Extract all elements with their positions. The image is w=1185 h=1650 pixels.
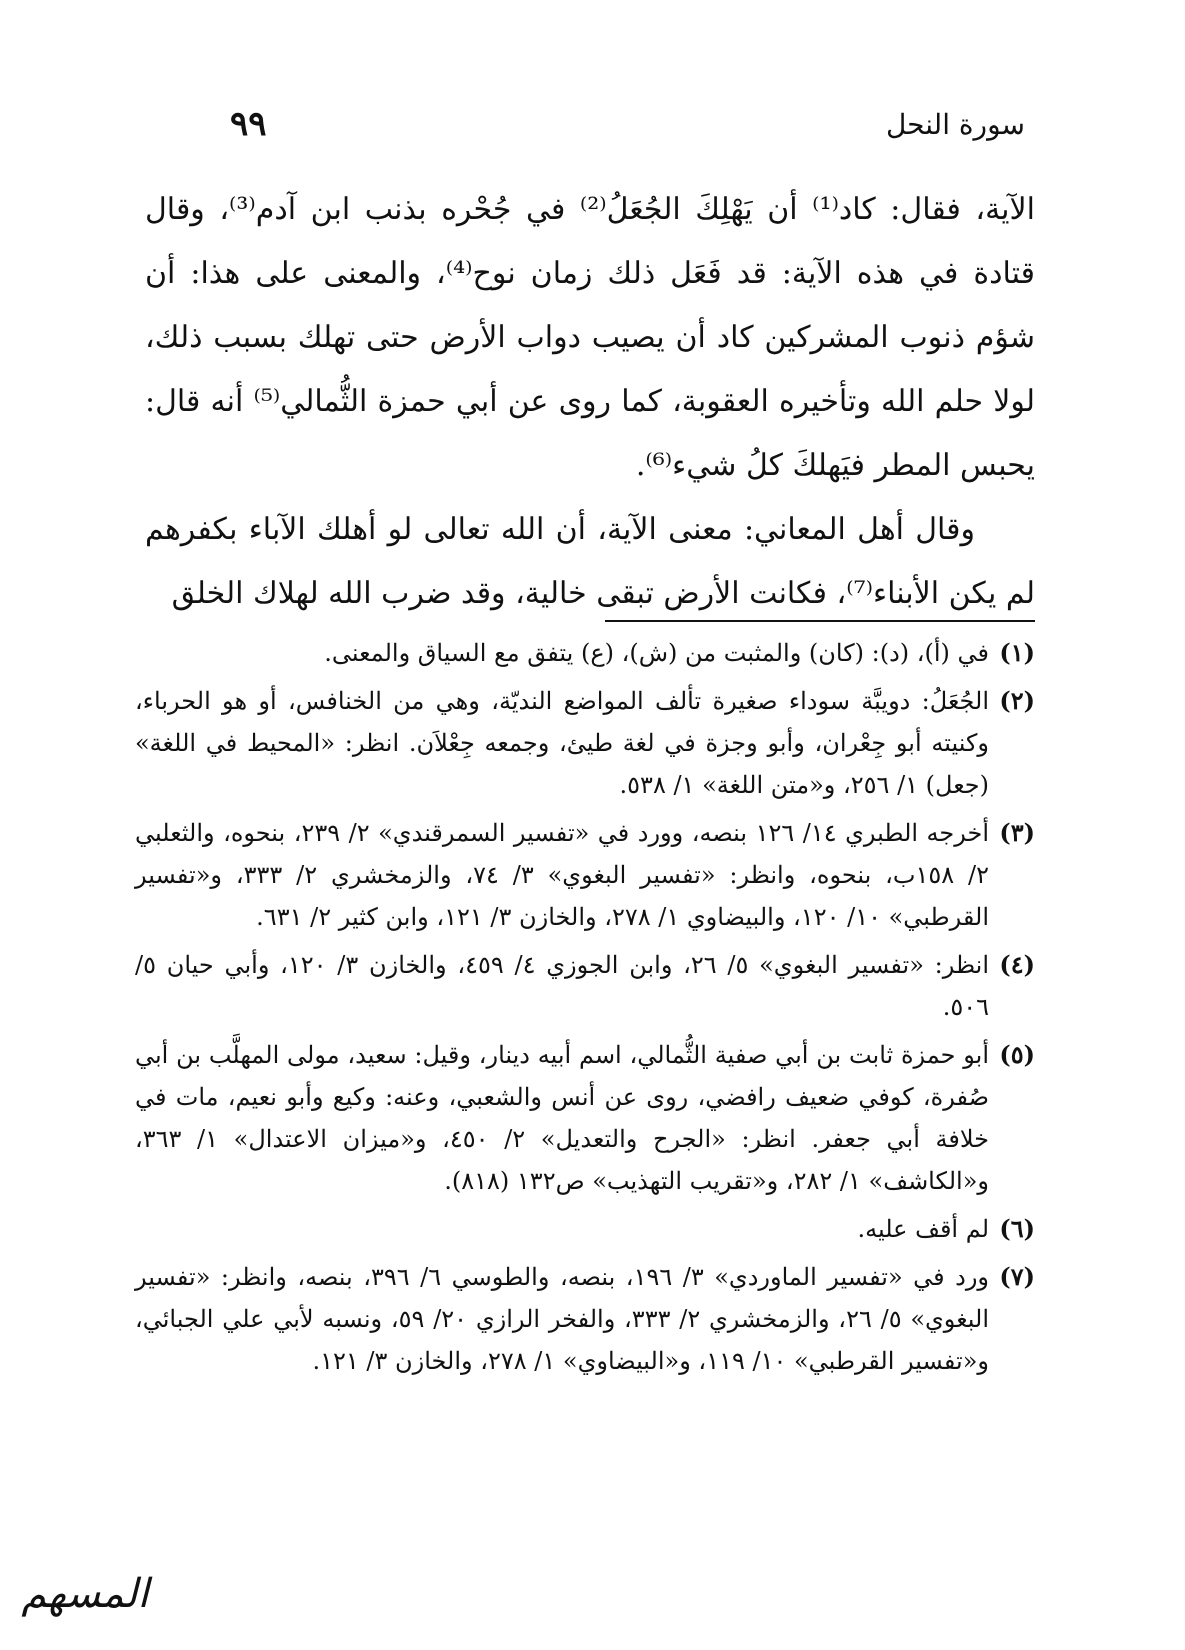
footnote	[135, 680, 1035, 806]
footnote-text: انظر: «تفسير البغوي» ٥/ ٢٦، وابن الجوزي ٤/ ٤٥٩، والخازن ٣/ ١٢٠، وأبي حيان ٥/ ٥٠٦.	[135, 951, 990, 1021]
footnote	[135, 812, 1035, 938]
footnote-number: (٥)	[999, 1040, 1035, 1069]
footnote	[135, 1208, 1035, 1250]
paragraph-2: وقال أهل المعاني: معنى الآية، أن الله تعالى لو أهلك الآباء بكفرهم لم يكن الأبناء⁽⁷⁾، فكانت الأرض تبقى خالية، وقد ضرب الله لهلاك الخلق	[145, 512, 1035, 611]
paragraph-1: الآية، فقال: كاد⁽¹⁾ أن يَهْلِكَ الجُعَلُ⁽²⁾ في جُحْره بذنب ابن آدم⁽³⁾، وقال قتادة في هذه الآية: قد فَعَل ذلك زمان نوح⁽⁴⁾، والمعنى على هذا: أن شؤم ذنوب المشركين كاد أن يصيب دواب الأرض حتى تهلك بسبب ذلك، لولا حلم الله وتأخيره العقوبة، كما روى عن أبي حمزة الثُّمالي⁽⁵⁾ أنه قال: يحبس المطر فيَهلكَ كلُ شيء⁽⁶⁾.	[145, 192, 1035, 483]
publisher-logo	[10, 1570, 160, 1640]
footnote	[135, 1034, 1035, 1202]
page-number: ٩٩	[230, 104, 267, 144]
surah-title: سورة النحل	[885, 108, 1025, 141]
footnote-text: أخرجه الطبري ١٤/ ١٢٦ بنصه، وورد في «تفسير السمرقندي» ٢/ ٢٣٩، بنحوه، والثعلبي ٢/ ١٥٨ب، بنحوه، وانظر: «تفسير البغوي» ٣/ ٧٤، والزمخشري ٢/ ٣٣٣، و«تفسير القرطبي» ١٠/ ١٢٠، والبيضاوي ١/ ٢٧٨، والخازن ٣/ ١٢١، وابن كثير ٢/ ٦٣١.	[135, 819, 990, 931]
footnote-text: ورد في «تفسير الماوردي» ٣/ ١٩٦، بنصه، والطوسي ٦/ ٣٩٦، بنصه، وانظر: «تفسير البغوي» ٥/ ٢٦، والزمخشري ٢/ ٣٣٣، والفخر الرازي ٢٠/ ٥٩، ونسبه لأبي علي الجبائي، و«تفسير القرطبي» ١٠/ ١١٩، و«البيضاوي» ١/ ٢٧٨، والخازن ٣/ ١٢١.	[135, 1263, 990, 1375]
footnote	[135, 944, 1035, 1028]
logo-text: المسهم	[21, 1571, 149, 1617]
footnote-divider	[605, 620, 1035, 622]
footnote-text: لم أقف عليه.	[857, 1215, 989, 1243]
footnote-text: في (أ)، (د): (كان) والمثبت من (ش)، (ع) يتفق مع السياق والمعنى.	[324, 639, 989, 667]
footnote	[135, 632, 1035, 674]
footnote-text: أبو حمزة ثابت بن أبي صفية الثُّمالي، اسم أبيه دينار، وقيل: سعيد، مولى المهلَّب بن أبي صُفرة، كوفي ضعيف رافضي، روى عن أنس والشعبي، وعنه: وكيع وأبو نعيم، مات في خلافة أبي جعفر. انظر: «الجرح والتعديل» ٢/ ٤٥٠، و«ميزان الاعتدال» ١/ ٣٦٣، و«الكاشف» ١/ ٢٨٢، و«تقريب التهذيب» ص١٣٢ (٨١٨).	[135, 1041, 990, 1195]
footnote-number: (١)	[999, 638, 1035, 667]
footnotes	[135, 632, 1035, 1388]
footnote-number: (٤)	[999, 950, 1035, 979]
footnote-number: (٢)	[999, 686, 1035, 715]
main-text	[145, 178, 1035, 626]
footnote-number: (٧)	[999, 1262, 1035, 1291]
footnote-number: (٣)	[999, 818, 1035, 847]
footnote	[135, 1256, 1035, 1382]
footnote-number: (٦)	[999, 1214, 1035, 1243]
page-header	[140, 104, 1025, 158]
footnote-text: الجُعَلُ: دويبَّة سوداء صغيرة تألف المواضع النديّة، وهي من الخنافس، أو هو الحرباء، وكنيته أبو جِعْران، وأبو وجزة في لغة طيئ، وجمعه جِعْلاَن. انظر: «المحيط في اللغة» (جعل) ١/ ٢٥٦، و«متن اللغة» ١/ ٥٣٨.	[135, 687, 989, 799]
